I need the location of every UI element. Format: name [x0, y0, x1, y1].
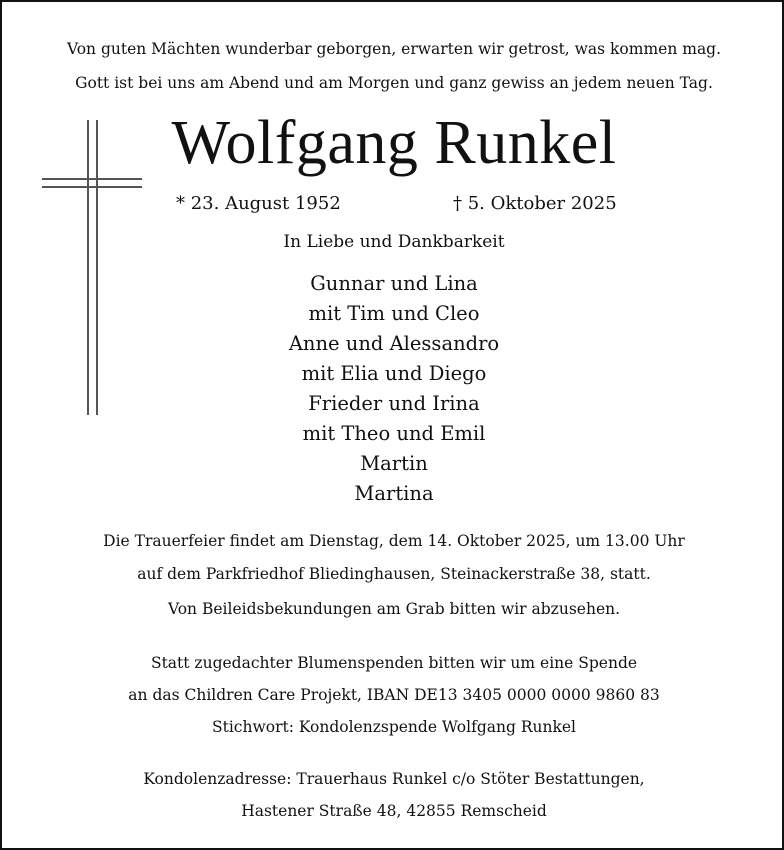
ceremony-line-1: Die Trauerfeier findet am Dienstag, dem 14. Oktober 2025, um 13.00 Uhr	[103, 532, 685, 550]
family-line: mit Elia und Diego	[301, 362, 487, 385]
poem-line-1: Von guten Mächten wunderbar geborgen, erwarten wir getrost, was kommen mag.	[66, 40, 722, 58]
family-line: Gunnar und Lina	[310, 272, 478, 295]
ceremony-line-2: auf dem Parkfriedhof Bliedinghausen, Steinackerstraße 38, statt.	[137, 565, 651, 583]
donation-line-2: an das Children Care Projekt, IBAN DE13 3405 0000 0000 9860 83	[128, 686, 660, 704]
death-date: † 5. Oktober 2025	[453, 193, 617, 214]
address-line-2: Hastener Straße 48, 42855 Remscheid	[241, 802, 547, 820]
family-line: mit Theo und Emil	[302, 422, 486, 445]
family-line: Anne und Alessandro	[288, 332, 500, 355]
deceased-name: Wolfgang Runkel	[171, 109, 617, 177]
condolence-note: Von Beileidsbekundungen am Grab bitten wir abzusehen.	[167, 600, 621, 618]
donation-line-1: Statt zugedachter Blumenspenden bitten wir um eine Spende	[150, 654, 638, 672]
family-line: Frieder und Irina	[308, 392, 480, 415]
donation-line-3: Stichwort: Kondolenzspende Wolfgang Runkel	[212, 718, 576, 736]
family-line: Martina	[354, 482, 434, 505]
birth-date: * 23. August 1952	[176, 193, 341, 214]
dedication: In Liebe und Dankbarkeit	[283, 232, 505, 252]
address-line-1: Kondolenzadresse: Trauerhaus Runkel c/o Stöter Bestattungen,	[143, 770, 645, 788]
family-line: Martin	[360, 452, 428, 475]
poem-line-2: Gott ist bei uns am Abend und am Morgen und ganz gewiss an jedem neuen Tag.	[75, 74, 713, 92]
family-line: mit Tim und Cleo	[308, 302, 480, 325]
